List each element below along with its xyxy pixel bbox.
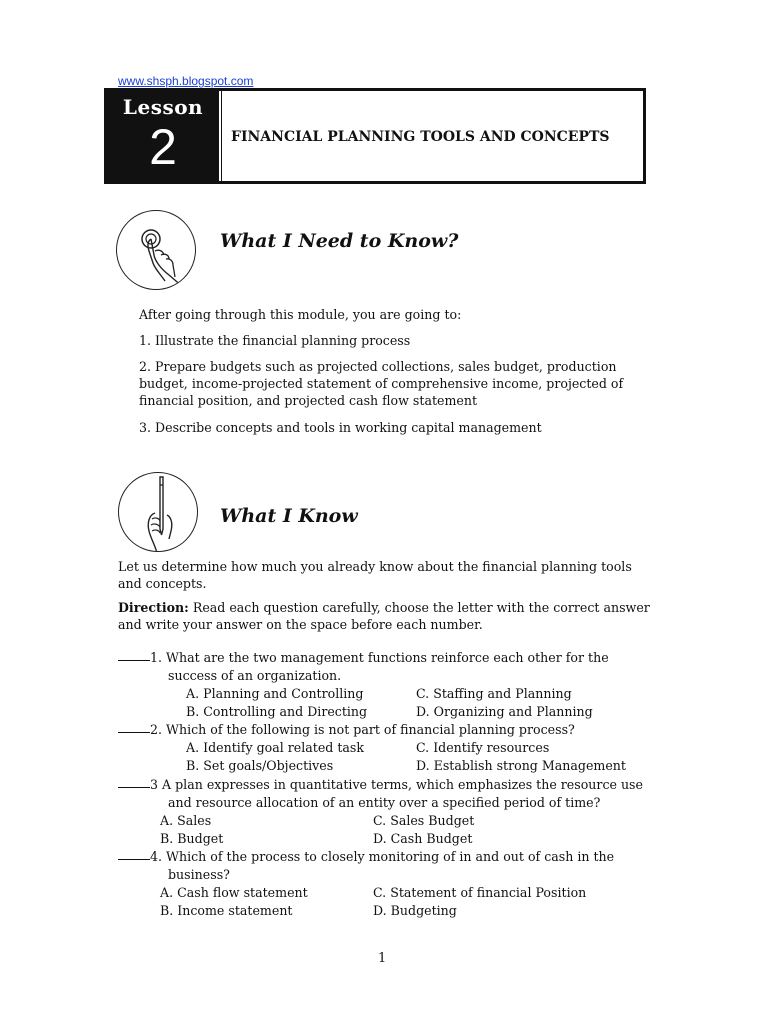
objective-3: 3. Describe concepts and tools in working capital management [139,420,542,435]
lesson-header-box [104,88,646,184]
lesson-badge [107,91,219,181]
what-i-know-intro-line-2: and concepts. [118,576,207,591]
objective-2-line-1: 2. Prepare budgets such as projected collections, sales budget, production [139,359,617,374]
q2-option-a: A. Identify goal related task [186,740,365,755]
q4-option-a: A. Cash flow statement [160,885,308,900]
q3-option-a: A. Sales [160,813,212,828]
question-2-stem: 2. Which of the following is not part of financial planning process? [118,721,575,739]
q1-option-c: C. Staffing and Planning [416,686,572,701]
hand-pointing-icon [116,210,196,290]
need-to-know-intro: After going through this module, you are going to: [139,307,462,322]
objective-1: 1. Illustrate the financial planning process [139,333,411,348]
q4-option-c: C. Statement of financial Position [373,885,587,900]
objective-2-line-3: financial position, and projected cash flow statement [139,393,478,408]
answer-blank-4[interactable] [118,859,150,860]
what-i-know-title: What I Know [220,505,358,527]
answer-blank-3[interactable] [118,787,150,788]
q1-option-b: B. Controlling and Directing [186,704,368,719]
answer-blank-1[interactable] [118,660,150,661]
q3-option-d: D. Cash Budget [373,831,473,846]
source-url-link[interactable]: www.shsph.blogspot.com [118,74,254,88]
direction-line-2: and write your answer on the space before each number. [118,617,483,632]
question-1-stem: 1. What are the two management functions reinforce each other for the [118,649,609,667]
q1-option-a: A. Planning and Controlling [186,686,364,701]
header-divider [221,91,222,181]
lesson-title: FINANCIAL PLANNING TOOLS AND CONCEPTS [231,129,610,145]
question-4-stem: 4. Which of the process to closely monitoring of in and out of cash in the [118,848,614,866]
page-number: 1 [378,951,387,966]
question-3-stem-cont: and resource allocation of an entity over a specified period of time? [168,795,601,810]
need-to-know-title: What I Need to Know? [220,230,459,252]
objective-2-line-2: budget, income-projected statement of comprehensive income, projected of [139,376,624,391]
hand-pencil-icon [118,472,198,552]
direction-label: Direction: [118,600,189,615]
question-1-stem-cont: success of an organization. [168,668,342,683]
what-i-know-intro-line-1: Let us determine how much you already know about the financial planning tools [118,559,632,574]
q3-option-c: C. Sales Budget [373,813,475,828]
answer-blank-2[interactable] [118,732,150,733]
question-4-stem-cont: business? [168,867,230,882]
q4-option-d: D. Budgeting [373,903,457,918]
q2-option-b: B. Set goals/Objectives [186,758,334,773]
q2-option-d: D. Establish strong Management [416,758,626,773]
q4-option-b: B. Income statement [160,903,293,918]
lesson-number: 2 [149,119,177,175]
lesson-word: Lesson [122,95,204,119]
question-3-stem: 3 A plan expresses in quantitative terms, which emphasizes the resource use [118,776,643,794]
direction-line-1 [118,599,650,616]
q2-option-c: C. Identify resources [416,740,550,755]
q1-option-d: D. Organizing and Planning [416,704,593,719]
q3-option-b: B. Budget [160,831,224,846]
direction-text-1: Read each question carefully, choose the letter with the correct answer [188,600,650,615]
